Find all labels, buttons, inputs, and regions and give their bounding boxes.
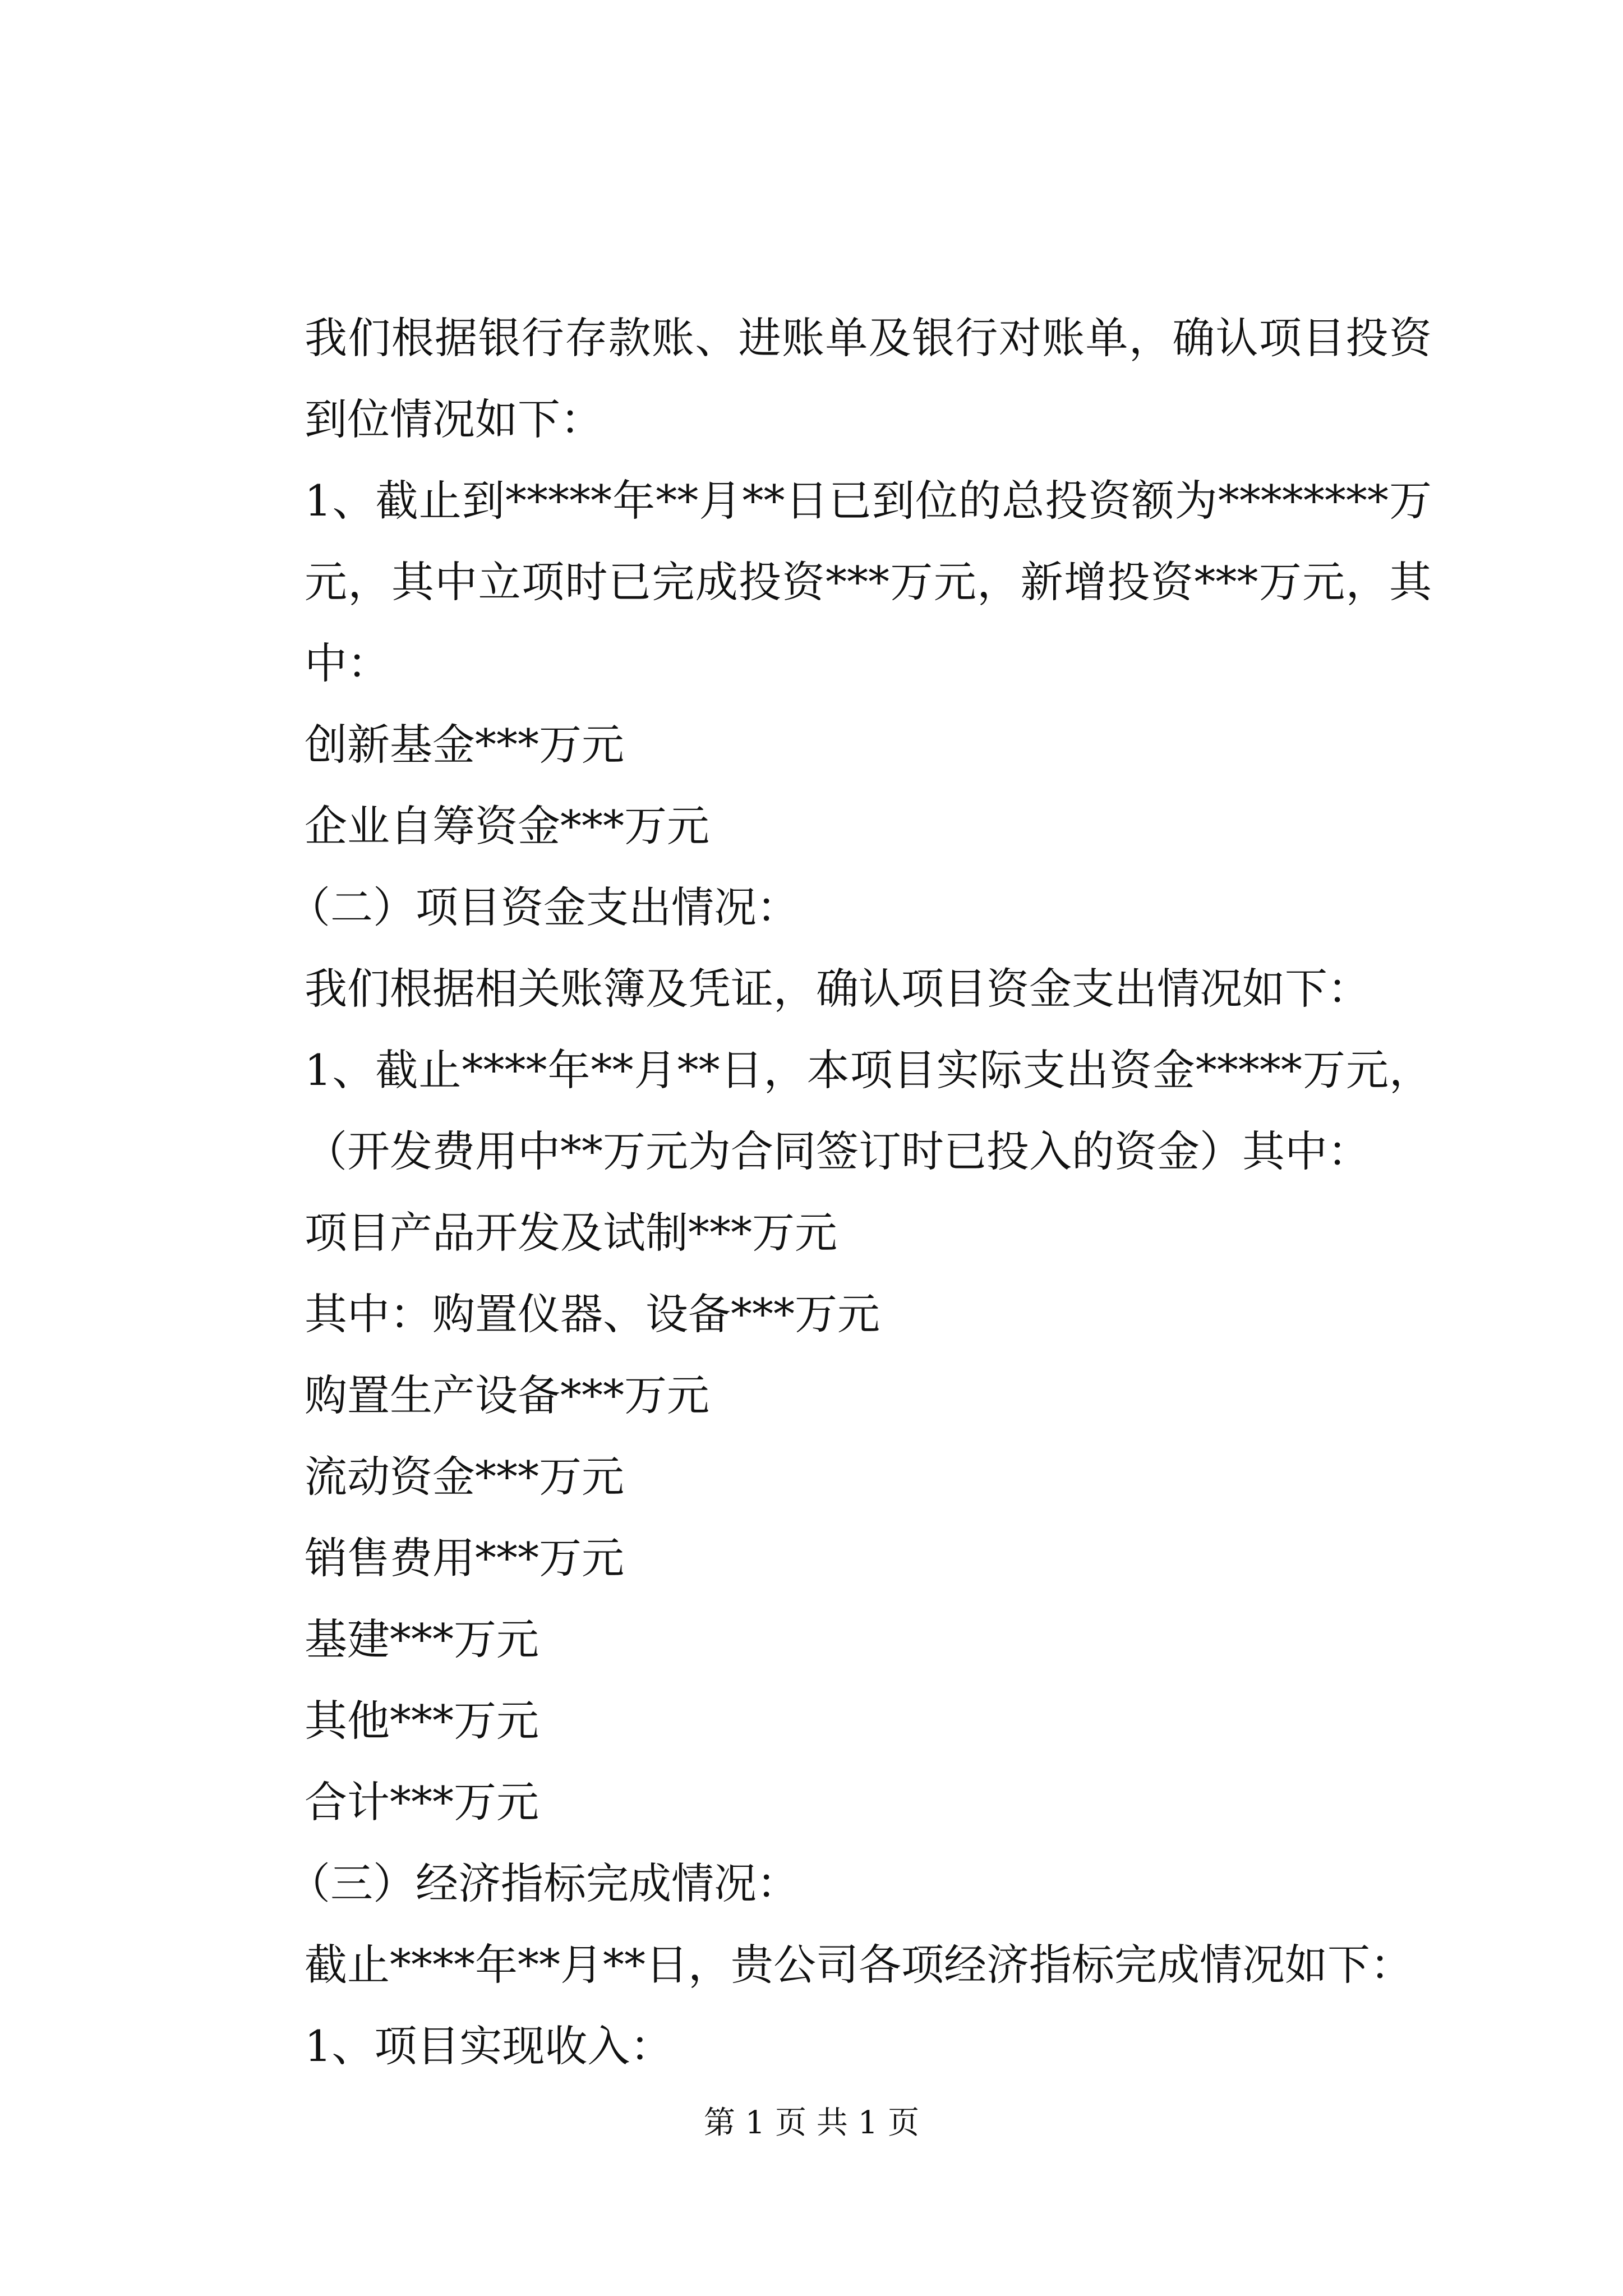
paragraph-construction: 基建***万元 (305, 1614, 539, 1664)
paragraph-expenditure-intro: 我们根据相关账簿及凭证，确认项目资金支出情况如下： (305, 964, 1370, 1014)
paragraph-other: 其他***万元 (305, 1696, 539, 1746)
paragraph-actual-expenditure: 1、截止****年**月**日，本项目实际支出资金*****万元，（开发费用中**万元为合同签订时已投入的资金）其中： (305, 1045, 1432, 1176)
section-heading-economic-indicators: （三）经济指标完成情况： (288, 1858, 799, 1908)
document-body (220, 297, 1432, 2087)
paragraph-production-equipment: 购置生产设备***万元 (305, 1370, 709, 1420)
paragraph-self-raised-funds: 企业自筹资金***万元 (305, 801, 709, 851)
paragraph-working-capital: 流动资金***万元 (305, 1452, 624, 1502)
paragraph-project-revenue: 1、项目实现收入： (305, 2021, 673, 2071)
paragraph-total-investment: 1、截止到*****年**月**日已到位的总投资额为********万元，其中立项时已完成投资***万元，新增投资***万元，其中： (305, 476, 1432, 688)
paragraph-sales-expenses: 销售费用***万元 (305, 1533, 624, 1583)
section-heading-expenditure: （二）项目资金支出情况： (288, 882, 799, 932)
paragraph-total: 合计***万元 (305, 1777, 539, 1827)
paragraph-intro-funds: 我们根据银行存款账、进账单及银行对账单，确认项目投资到位情况如下： (305, 313, 1432, 444)
paragraph-instruments-equipment: 其中：购置仪器、设备***万元 (305, 1289, 880, 1339)
page-number-footer: 第 1 页 共 1 页 (703, 2105, 920, 2141)
paragraph-indicators-intro: 截止****年**月**日，贵公司各项经济指标完成情况如下： (305, 1940, 1413, 1990)
paragraph-innovation-fund: 创新基金***万元 (305, 720, 624, 770)
paragraph-product-development: 项目产品开发及试制***万元 (305, 1208, 837, 1258)
